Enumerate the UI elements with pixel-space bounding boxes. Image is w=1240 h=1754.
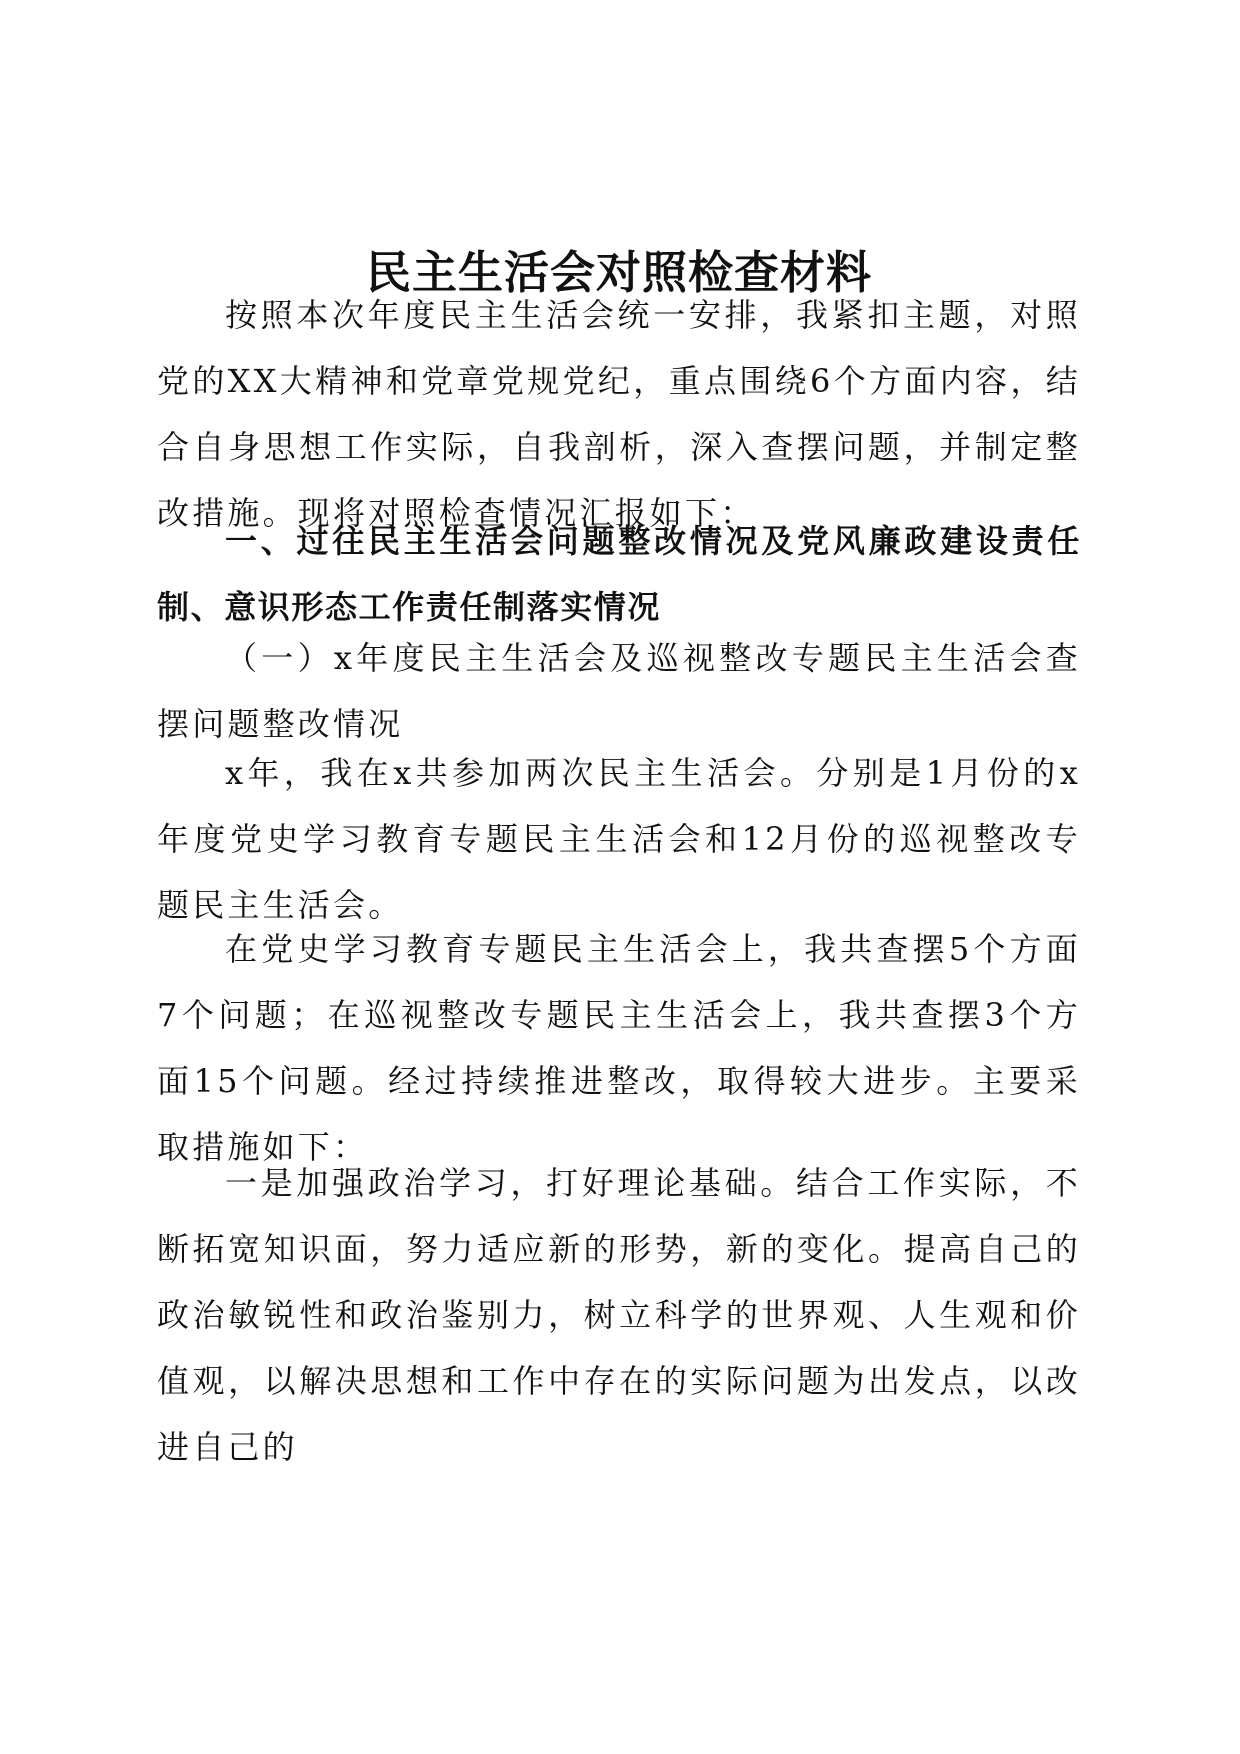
document-title: 民主生活会对照检查材料 bbox=[365, 246, 872, 299]
body-paragraph-meetings: x年，我在x共参加两次民主生活会。分别是1月份的x年度党史学习教育专题民主生活会和12月份的巡视整改专题民主生活会。 bbox=[157, 754, 1081, 924]
intro-paragraph: 按照本次年度民主生活会统一安排，我紧扣主题，对照党的XX大精神和党章党规党纪，重点围绕6个方面内容，结合自身思想工作实际，自我剖析，深入查摆问题，并制定整改措施。现将对照检查情况汇报如下： bbox=[157, 296, 1081, 532]
body-paragraph-measure-1: 一是加强政治学习，打好理论基础。结合工作实际，不断拓宽知识面，努力适应新的形势，新的变化。提高自己的政治敏锐性和政治鉴别力，树立科学的世界观、人生观和价值观，以解决思想和工作中存在的实际问题为出发点，以改进自己的 bbox=[157, 1164, 1081, 1466]
body-paragraph-issues: 在党史学习教育专题民主生活会上，我共查摆5个方面7个问题；在巡视整改专题民主生活会上，我共查摆3个方面15个问题。经过持续推进整改，取得较大进步。主要采取措施如下： bbox=[157, 930, 1081, 1166]
subsection-heading-1: （一）x年度民主生活会及巡视整改专题民主生活会查摆问题整改情况 bbox=[157, 639, 1081, 743]
section-heading-1: 一、过往民主生活会问题整改情况及党风廉政建设责任制、意识形态工作责任制落实情况 bbox=[157, 522, 1081, 626]
